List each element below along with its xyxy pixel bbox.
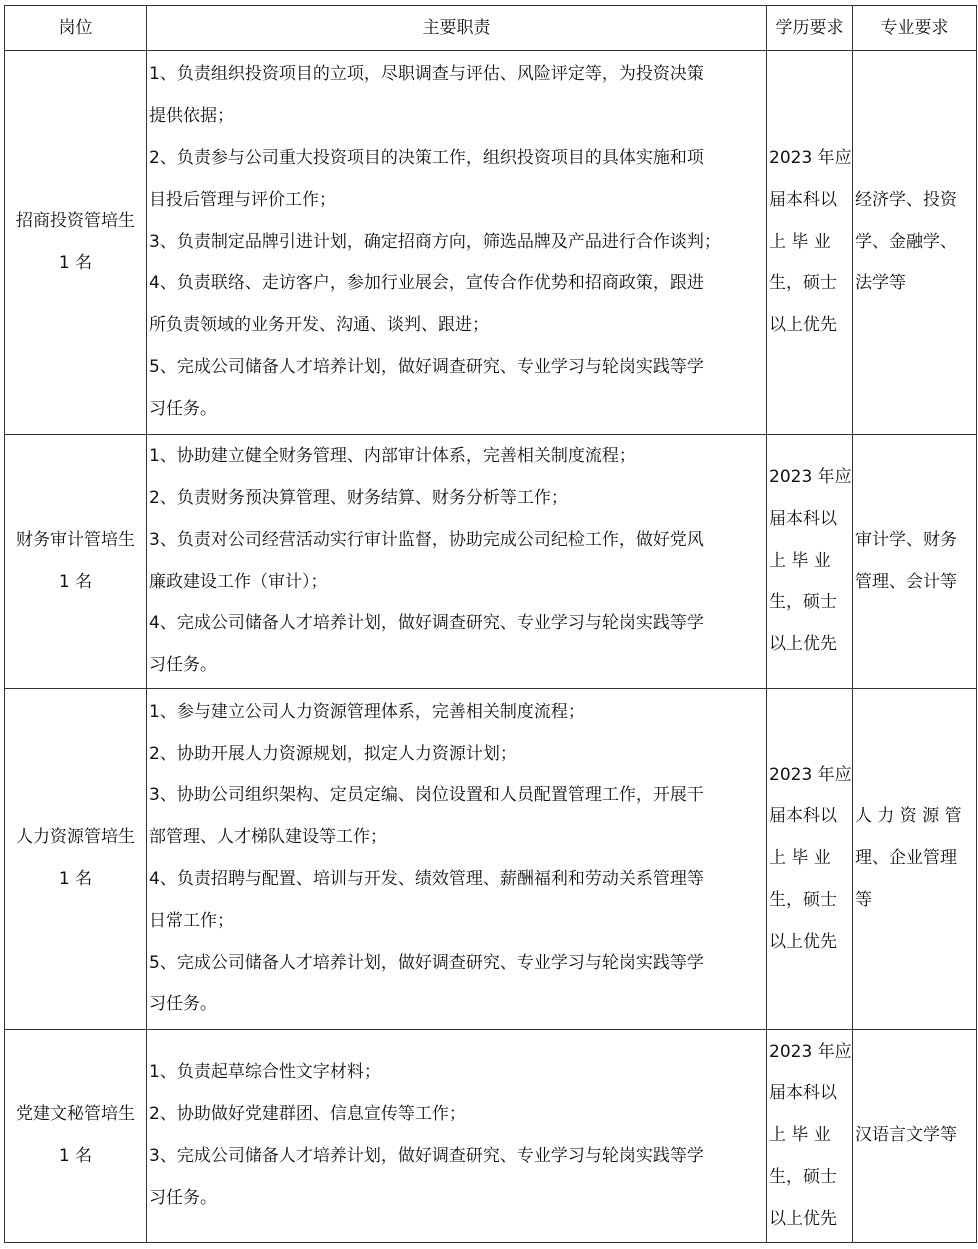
education-line: 生，硕士 xyxy=(769,273,837,294)
position-cell xyxy=(5,1030,147,1243)
duty-line: 习任务。 xyxy=(149,398,217,419)
education-line: 2023 年应 xyxy=(769,1041,852,1062)
education-line: 上 毕 业 xyxy=(769,231,831,252)
position-title: 招商投资管培生 xyxy=(16,210,135,231)
table-row xyxy=(5,435,977,689)
education-line: 以上优先 xyxy=(769,931,837,952)
position-count: 1 名 xyxy=(58,869,93,889)
education-cell xyxy=(767,435,853,689)
duty-line: 习任务。 xyxy=(149,994,217,1015)
education-line: 2023 年应 xyxy=(769,148,852,168)
position-count: 1 名 xyxy=(58,252,93,273)
duty-line: 1、参与建立公司人力资源管理体系，完善相关制度流程； xyxy=(149,701,585,722)
position-count: 1 名 xyxy=(58,571,93,592)
education-line: 上 毕 业 xyxy=(769,550,831,571)
position-title: 财务审计管培生 xyxy=(16,529,135,550)
education-line: 2023 年应 xyxy=(769,467,852,487)
duty-line: 2、协助做好党建群团、信息宣传等工作； xyxy=(149,1104,466,1125)
major-cell xyxy=(853,435,977,689)
duty-line: 3、完成公司储备人才培养计划，做好调查研究、专业学习与轮岗实践等学 xyxy=(149,1146,704,1166)
education-line: 生，硕士 xyxy=(769,889,837,910)
duty-line: 1、负责组织投资项目的立项，尽职调查与评估、风险评定等，为投资决策 xyxy=(149,64,704,85)
education-line: 2023 年应 xyxy=(769,764,852,785)
duty-line: 廉政建设工作（审计）； xyxy=(149,571,328,592)
education-line: 上 毕 业 xyxy=(769,848,831,869)
duties-cell xyxy=(147,1030,767,1243)
duties-cell xyxy=(147,435,767,689)
major-cell xyxy=(853,51,977,435)
major-line: 汉语言文学等 xyxy=(855,1125,957,1146)
education-line: 以上优先 xyxy=(769,315,837,336)
major-line: 经济学、投资 xyxy=(855,189,957,210)
education-line: 届本科以 xyxy=(769,1083,837,1104)
duties-cell xyxy=(147,689,767,1030)
duty-line: 提供依据； xyxy=(149,106,234,127)
education-line: 生，硕士 xyxy=(769,1166,837,1187)
major-line: 学、金融学、 xyxy=(855,231,957,252)
duty-line: 习任务。 xyxy=(149,1187,217,1208)
table-row xyxy=(5,51,977,435)
duty-line: 所负责领域的业务开发、沟通、谈判、跟进； xyxy=(149,315,489,336)
major-line: 等 xyxy=(855,889,872,910)
education-line: 届本科以 xyxy=(769,189,837,210)
duties-cell xyxy=(147,51,767,435)
major-line: 审计学、财务 xyxy=(855,529,957,550)
major-line: 理、企业管理 xyxy=(855,848,957,869)
header-major: 专业要求 xyxy=(853,6,977,51)
duty-line: 4、负责招聘与配置、培训与开发、绩效管理、薪酬福利和劳动关系管理等 xyxy=(149,869,704,889)
major-cell xyxy=(853,1030,977,1243)
duty-line: 2、负责财务预决算管理、财务结算、财务分析等工作； xyxy=(149,487,568,508)
position-count: 1 名 xyxy=(58,1146,93,1166)
position-title: 党建文秘管培生 xyxy=(16,1104,135,1125)
position-cell xyxy=(5,435,147,689)
duty-line: 3、负责制定品牌引进计划，确定招商方向，筛选品牌及产品进行合作谈判； xyxy=(149,231,721,252)
duty-line: 3、协助公司组织架构、定员定编、岗位设置和人员配置管理工作，开展干 xyxy=(149,785,704,806)
education-line: 届本科以 xyxy=(769,508,837,529)
duty-line: 3、负责对公司经营活动实行审计监督，协助完成公司纪检工作，做好党风 xyxy=(149,529,704,550)
duty-line: 4、负责联络、走访客户，参加行业展会，宣传合作优势和招商政策，跟进 xyxy=(149,273,704,294)
header-row xyxy=(5,6,977,51)
header-position: 岗位 xyxy=(5,6,147,51)
major-line: 人 力 资 源 管 xyxy=(855,806,962,827)
education-cell xyxy=(767,1030,853,1243)
duty-line: 5、完成公司储备人才培养计划，做好调查研究、专业学习与轮岗实践等学 xyxy=(149,356,704,377)
table-row xyxy=(5,689,977,1030)
duty-line: 5、完成公司储备人才培养计划，做好调查研究、专业学习与轮岗实践等学 xyxy=(149,952,704,973)
table-row xyxy=(5,1030,977,1243)
education-line: 上 毕 业 xyxy=(769,1125,831,1146)
duty-line: 1、负责起草综合性文字材料； xyxy=(149,1062,381,1083)
position-title: 人力资源管培生 xyxy=(16,827,135,848)
education-line: 以上优先 xyxy=(769,1208,837,1229)
header-duties: 主要职责 xyxy=(147,6,767,51)
education-cell xyxy=(767,51,853,435)
major-line: 管理、会计等 xyxy=(855,571,957,592)
duty-line: 1、协助建立健全财务管理、内部审计体系，完善相关制度流程； xyxy=(149,446,636,467)
duty-line: 部管理、人才梯队建设等工作； xyxy=(149,827,387,848)
position-cell xyxy=(5,51,147,435)
duty-line: 2、协助开展人力资源规划，拟定人力资源计划； xyxy=(149,743,517,764)
major-line: 法学等 xyxy=(855,273,906,294)
position-cell xyxy=(5,689,147,1030)
education-line: 生，硕士 xyxy=(769,592,837,613)
duty-line: 目投后管理与评价工作； xyxy=(149,189,336,210)
education-cell xyxy=(767,689,853,1030)
duty-line: 4、完成公司储备人才培养计划，做好调查研究、专业学习与轮岗实践等学 xyxy=(149,613,704,634)
education-line: 以上优先 xyxy=(769,634,837,655)
header-education: 学历要求 xyxy=(767,6,853,51)
major-cell xyxy=(853,689,977,1030)
duty-line: 习任务。 xyxy=(149,655,217,676)
duty-line: 2、负责参与公司重大投资项目的决策工作，组织投资项目的具体实施和项 xyxy=(149,148,704,168)
duty-line: 日常工作； xyxy=(149,910,234,931)
job-table xyxy=(4,5,977,1243)
education-line: 届本科以 xyxy=(769,806,837,827)
